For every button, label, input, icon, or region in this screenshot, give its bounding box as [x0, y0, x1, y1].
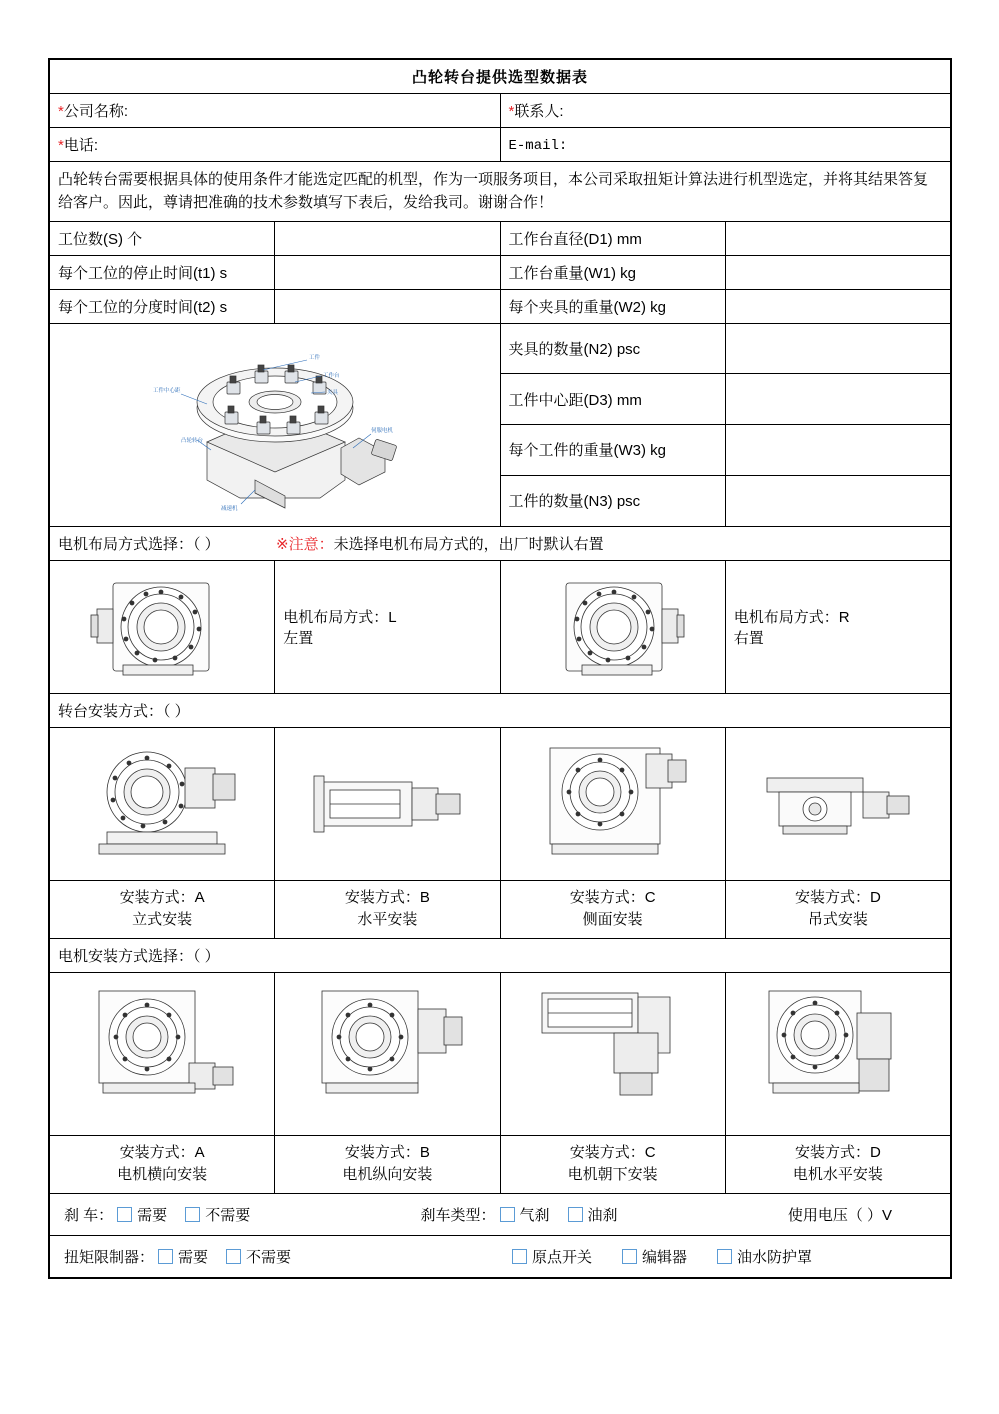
motor-mount-image-d: [725, 972, 950, 1135]
diagram-label-workpiece: 工件: [308, 354, 320, 361]
brake-type-air[interactable]: [500, 1204, 550, 1225]
motor-layout-caption-right: [725, 560, 950, 693]
checkbox-icon[interactable]: [512, 1249, 527, 1264]
company-name-field[interactable]: [50, 94, 501, 128]
motor-mount-b-line2: 电机纵向安装: [342, 1166, 433, 1183]
param-label-stations: 工位数(S) 个: [50, 221, 275, 255]
table-mount-d-line1: 安装方式：D: [794, 888, 881, 906]
table-mount-a-line1: 安装方式：A: [119, 888, 205, 906]
extra-option-encoder[interactable]: [622, 1246, 687, 1267]
motor-layout-prompt: 电机布局方式选择：（ ）: [58, 535, 220, 553]
param-label-workpiece-count: 工件的数量(N3) psc: [500, 475, 725, 526]
diagram-label-servo-motor: 伺服电机: [370, 427, 393, 434]
table-mount-caption-a: [50, 880, 275, 938]
motor-mount-prompt: 电机安装方式选择：（ ）: [58, 947, 220, 965]
torque-options-row: [50, 1235, 951, 1277]
motor-layout-prompt-row[interactable]: [50, 526, 951, 560]
motor-layout-right-line2: 右置: [733, 629, 764, 647]
param-label-fixture-count: 夹具的数量(N2) psc: [500, 323, 725, 374]
contact-person-field[interactable]: [500, 94, 951, 128]
table-mount-image-c: [500, 727, 725, 880]
motor-layout-left-line1: 电机布局方式：L: [283, 608, 397, 626]
brake-option-required-label: 需要: [137, 1206, 168, 1224]
extra-option-encoder-label: 编辑器: [641, 1248, 687, 1266]
motor-layout-image-left: [50, 560, 275, 693]
table-mount-caption-d: [725, 880, 950, 938]
table-mount-image-b: [275, 727, 500, 880]
param-value-workpiece-center[interactable]: [725, 374, 950, 425]
param-value-stations[interactable]: [275, 221, 500, 255]
voltage-field[interactable]: 使用电压（ ）V: [787, 1206, 892, 1224]
contact-person-label: 联系人:: [514, 103, 564, 120]
param-value-fixture-weight[interactable]: [725, 289, 950, 323]
motor-layout-warning-mark: ※注意：: [276, 535, 334, 553]
intro-note: 凸轮转台需要根据具体的使用条件才能选定匹配的机型，作为一项服务项目，本公司采取扭矩计算法进行机型选定，并将其结果答复给客户。因此，尊请把准确的技术参数填写下表后，发给我司。谢谢合作！: [50, 162, 951, 222]
mount-b-horizontal-svg: [302, 734, 472, 874]
motor-mount-c-svg: [528, 979, 698, 1129]
mount-a-vertical-svg: [77, 734, 247, 874]
torque-option-not-required[interactable]: [226, 1246, 291, 1267]
checkbox-icon[interactable]: [226, 1249, 241, 1264]
motor-mount-a-line2: 电机横向安装: [117, 1166, 208, 1183]
checkbox-icon[interactable]: [568, 1207, 583, 1222]
diagram-label-table: 工作台: [322, 372, 340, 379]
brake-option-not-required[interactable]: [185, 1204, 250, 1225]
table-mount-image-a: [50, 727, 275, 880]
param-value-table-diameter[interactable]: [725, 221, 950, 255]
table-mount-prompt-row[interactable]: [50, 693, 951, 727]
param-label-dwell-time: 每个工位的停止时间(t1) s: [50, 255, 275, 289]
motor-mount-c-line1: 安装方式：C: [569, 1143, 656, 1161]
turntable-assembly-diagram: [50, 323, 501, 526]
motor-mount-c-line2: 电机朝下安装: [567, 1166, 658, 1183]
motor-mount-d-svg: [753, 979, 923, 1129]
param-label-fixture-weight: 每个夹具的重量(W2) kg: [500, 289, 725, 323]
extra-option-origin-switch[interactable]: [512, 1246, 592, 1267]
param-value-index-time[interactable]: [275, 289, 500, 323]
table-mount-c-line2: 侧面安装: [582, 911, 643, 928]
param-value-workpiece-count[interactable]: [725, 475, 950, 526]
page-title: 凸轮转台提供选型数据表: [50, 60, 951, 94]
diagram-label-fixture: 夹具: [326, 389, 338, 396]
torque-option-not-required-label: 不需要: [246, 1248, 292, 1266]
param-value-fixture-count[interactable]: [725, 323, 950, 374]
table-mount-caption-b: [275, 880, 500, 938]
brake-options-row: [50, 1193, 951, 1235]
mount-c-side-svg: [528, 734, 698, 874]
table-mount-d-line2: 吊式安装: [807, 911, 868, 928]
table-mount-image-d: [725, 727, 950, 880]
checkbox-icon[interactable]: [117, 1207, 132, 1222]
phone-label: 电话:: [63, 137, 99, 154]
motor-layout-caption-left: [275, 560, 500, 693]
param-value-dwell-time[interactable]: [275, 255, 500, 289]
motor-mount-b-line1: 安装方式：B: [344, 1143, 430, 1161]
param-value-table-weight[interactable]: [725, 255, 950, 289]
table-mount-a-line2: 立式安装: [132, 911, 193, 928]
mount-d-suspended-svg: [753, 734, 923, 874]
checkbox-icon[interactable]: [185, 1207, 200, 1222]
motor-mount-caption-b: [275, 1135, 500, 1193]
assembly-illustration-svg: [145, 330, 405, 520]
checkbox-icon[interactable]: [158, 1249, 173, 1264]
torque-limiter-label: 扭矩限制器：: [64, 1248, 155, 1266]
param-value-workpiece-weight[interactable]: [725, 425, 950, 476]
phone-field[interactable]: [50, 128, 501, 162]
table-mount-b-line2: 水平安装: [357, 911, 418, 928]
form-sheet: [48, 58, 952, 1279]
motor-mount-d-line1: 安装方式：D: [794, 1143, 881, 1161]
diagram-label-cam-turntable: 凸轮转台: [180, 437, 203, 444]
param-label-workpiece-weight: 每个工件的重量(W3) kg: [500, 425, 725, 476]
table-mount-caption-c: [500, 880, 725, 938]
required-asterisk: *: [58, 103, 64, 120]
motor-mount-image-b: [275, 972, 500, 1135]
motor-layout-right-line1: 电机布局方式：R: [733, 608, 850, 626]
checkbox-icon[interactable]: [500, 1207, 515, 1222]
checkbox-icon[interactable]: [717, 1249, 732, 1264]
brake-type-oil[interactable]: [568, 1204, 618, 1225]
email-field[interactable]: [500, 128, 951, 162]
param-label-workpiece-center: 工件中心距(D3) mm: [500, 374, 725, 425]
email-label: E-mail:: [508, 137, 568, 154]
table-mount-prompt: 转台安装方式：（ ）: [58, 702, 190, 720]
diagram-label-reducer: 减速机: [220, 505, 238, 512]
param-label-table-weight: 工作台重量(W1) kg: [500, 255, 725, 289]
motor-layout-left-line2: 左置: [283, 629, 314, 647]
motor-mount-prompt-row[interactable]: [50, 938, 951, 972]
diagram-label-center-distance: 工件中心距: [152, 387, 181, 394]
brake-type-oil-label: 油刹: [587, 1206, 618, 1224]
motor-mount-a-line1: 安装方式：A: [119, 1143, 205, 1161]
brake-type-air-label: 气刹: [519, 1206, 550, 1224]
motor-layout-image-right: [500, 560, 725, 693]
motor-mount-caption-c: [500, 1135, 725, 1193]
brake-option-not-required-label: 不需要: [205, 1206, 251, 1224]
company-name-label: 公司名称:: [63, 103, 129, 120]
motor-mount-caption-d: [725, 1135, 950, 1193]
extra-option-oil-water-cover[interactable]: [717, 1246, 812, 1267]
torque-option-required-label: 需要: [178, 1248, 209, 1266]
extra-option-oil-water-cover-label: 油水防护罩: [736, 1248, 812, 1266]
required-asterisk: *: [508, 103, 515, 120]
turntable-left-layout-svg: [87, 567, 237, 687]
motor-mount-d-line2: 电机水平安装: [792, 1166, 883, 1183]
motor-mount-a-svg: [77, 979, 247, 1129]
motor-mount-image-c: [500, 972, 725, 1135]
brake-label: 刹 车：: [64, 1206, 114, 1224]
motor-mount-caption-a: [50, 1135, 275, 1193]
motor-mount-b-svg: [302, 979, 472, 1129]
extra-option-origin-switch-label: 原点开关: [531, 1248, 592, 1266]
torque-option-required[interactable]: [158, 1246, 208, 1267]
checkbox-icon[interactable]: [622, 1249, 637, 1264]
motor-layout-warning-text: 未选择电机布局方式的，出厂时默认右置: [333, 535, 604, 553]
table-mount-b-line1: 安装方式：B: [344, 888, 430, 906]
table-mount-c-line1: 安装方式：C: [569, 888, 656, 906]
brake-option-required[interactable]: [117, 1204, 167, 1225]
param-label-table-diameter: 工作台直径(D1) mm: [500, 221, 725, 255]
param-label-index-time: 每个工位的分度时间(t2) s: [50, 289, 275, 323]
required-asterisk: *: [58, 137, 64, 154]
turntable-right-layout-svg: [538, 567, 688, 687]
motor-mount-image-a: [50, 972, 275, 1135]
brake-type-label: 刹车类型：: [420, 1206, 496, 1224]
main-form-table: [49, 59, 951, 1278]
